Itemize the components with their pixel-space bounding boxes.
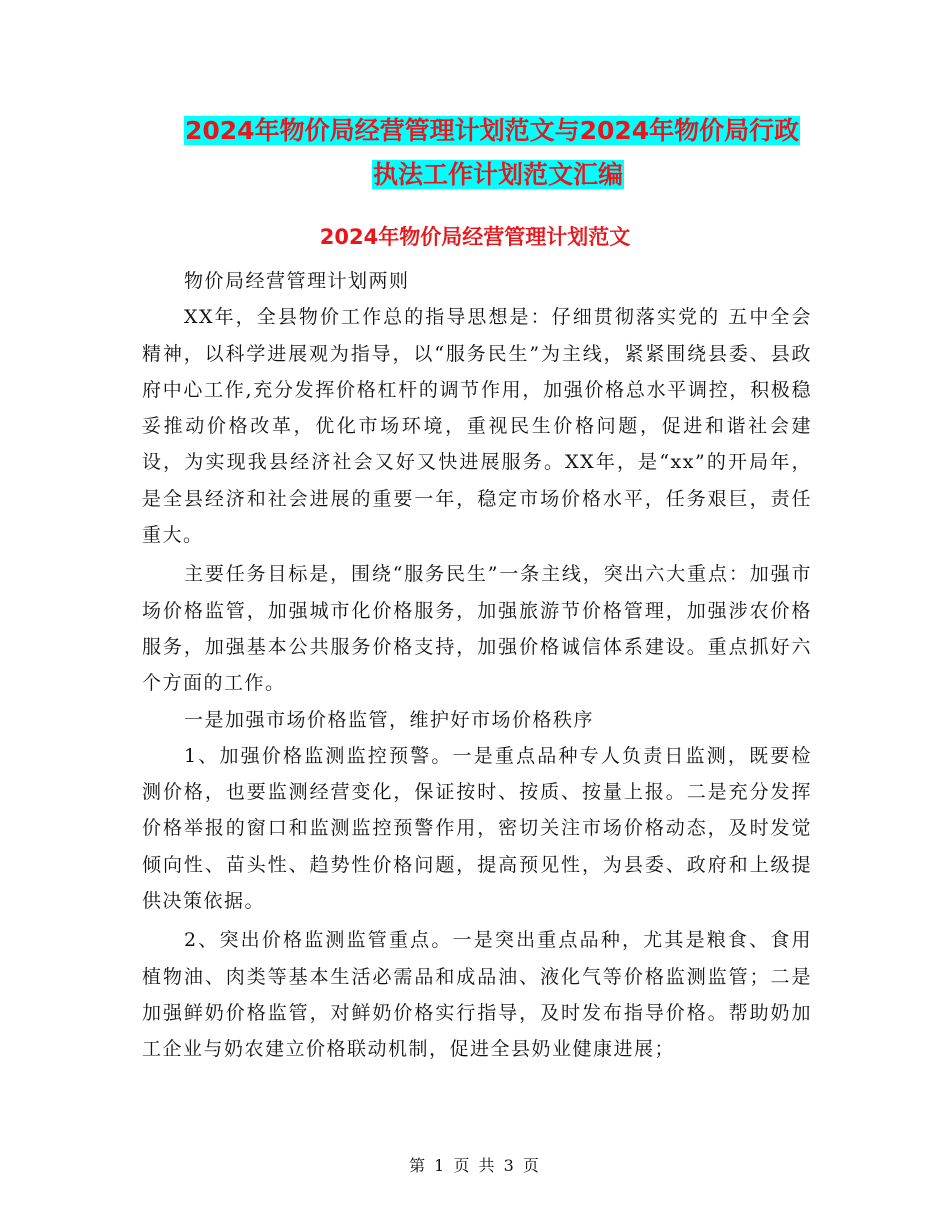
section-heading: 2024年物价局经营管理计划范文	[319, 225, 631, 249]
paragraph-main-tasks: 主要任务目标是，围绕“服务民生”一条主线，突出六大重点：加强市场价格监管，加强城市化价格服务，加强旅游节价格管理，加强涉农价格服务，加强基本公共服务价格支持，加强价格诚信体系建设。重点抓好六个方面的工作。	[142, 563, 812, 695]
paragraph-intro: 物价局经营管理计划两则	[184, 270, 410, 292]
title-line-2-text: 执法工作计划范文汇编	[373, 160, 624, 189]
title-line-1-text: 2024年物价局经营管理计划范文与2024年物价局行政	[185, 116, 800, 145]
paragraph-item-2: 2、突出价格监测监管重点。一是突出重点品种，尤其是粮食、食用植物油、肉类等基本生活必需品和成品油、液化气等价格监测监管；二是加强鲜奶价格监管，对鲜奶价格实行指导，及时发布指导价格。帮助奶加工企业与奶农建立价格联动机制，促进全县奶业健康进展；	[142, 929, 812, 1061]
paragraph-heading-one: 一是加强市场价格监管，维护好市场价格秩序	[184, 708, 595, 731]
title-line-2	[372, 156, 624, 194]
document-body	[142, 263, 812, 1068]
paragraph-guiding-thought: XX年，全县物价工作总的指导思想是：仔细贯彻落实党的 五中全会精神，以科学进展观为指导，以“服务民生”为主线，紧紧围绕县委、县政府中心工作,充分发挥价格杠杆的调节作用，加强价格总水平调控，积极稳妥推动价格改革，优化市场环境，重视民生价格问题，促进和谐社会建设，为实现我县经济社会又好又快进展服务。XX年，是“xx”的开局年，是全县经济和社会进展的重要一年，稳定市场价格水平，任务艰巨，责任重大。	[142, 306, 812, 547]
page-footer: 第 1 页 共 3 页	[409, 1156, 541, 1175]
title-line-1	[184, 112, 800, 150]
paragraph-item-1: 1、加强价格监测监控预警。一是重点品种专人负责日监测，既要检测价格，也要监测经营变化，保证按时、按质、按量上报。二是充分发挥价格举报的窗口和监测监控预警作用，密切关注市场价格动态，及时发觉倾向性、苗头性、趋势性价格问题，提高预见性，为县委、政府和上级提供决策依据。	[142, 744, 812, 913]
